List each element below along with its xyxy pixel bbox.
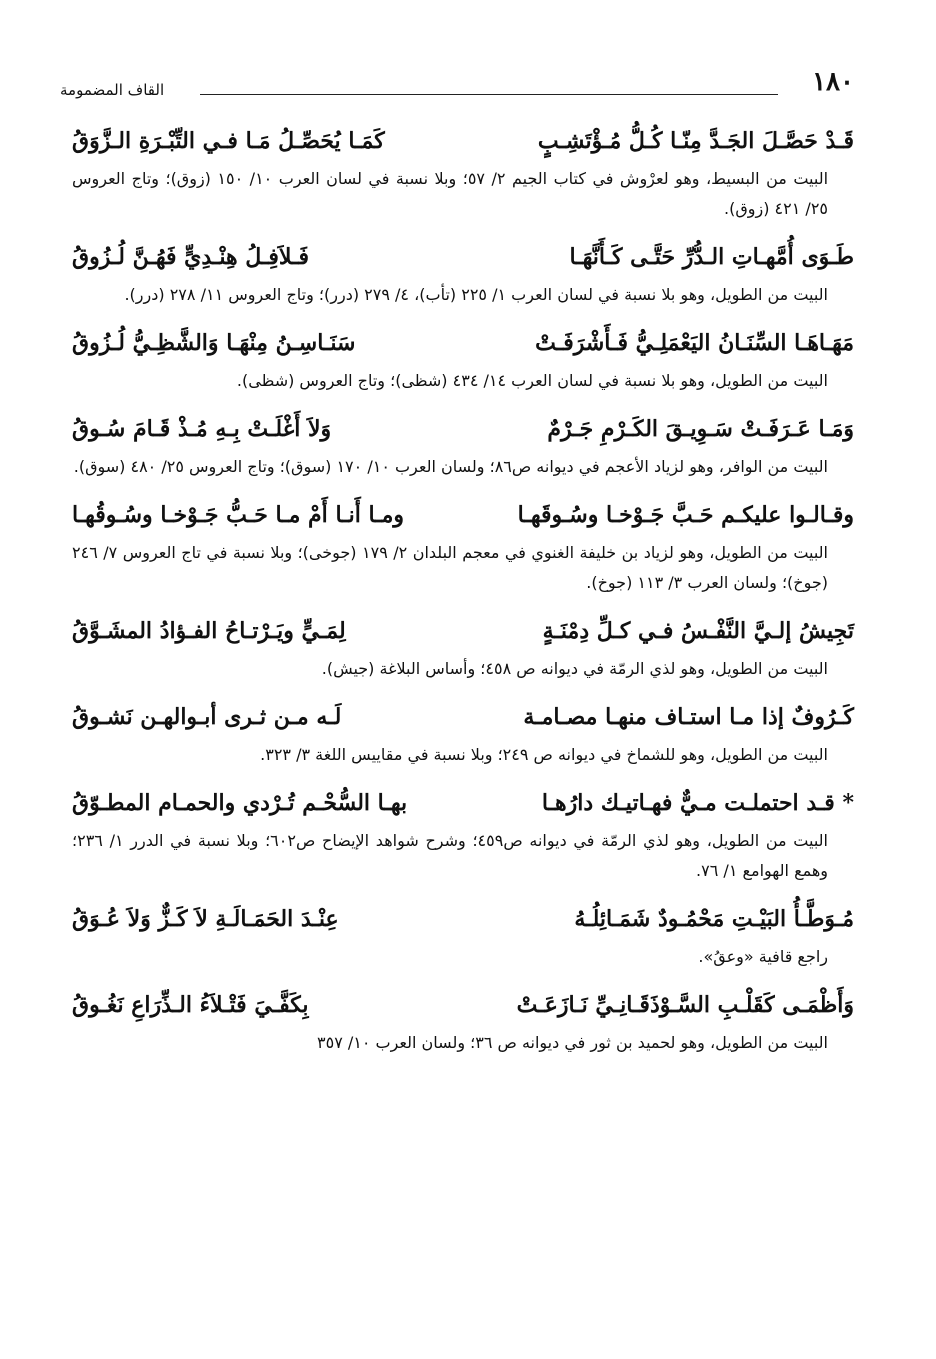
verse-note: راجع قافية «وعقُ». (698, 947, 828, 966)
second-hemistich: عِنْـدَ الحَمَـالَـةِ لاَ كَـزٌّ وَلاَ عُـوَقُ (72, 906, 339, 932)
first-hemistich: طَـوَى أُمَّهـاتِ الـدُّرِّ حَتَّـى كَـأَنَّهَـا (569, 244, 854, 270)
first-hemistich: مَهَـاهَـا السِّنَـانُ اليَعْمَلِـيُّ فَـأَشْرَفَـتْ (535, 330, 854, 356)
verse-entry (72, 896, 854, 972)
verse-line (72, 406, 854, 452)
verse-note: البيت من الطويل، وهو لحميد بن ثور في ديوانه ص ٣٦؛ ولسان العرب ١٠/ ٣٥٧ (317, 1033, 828, 1052)
verse-note: البيت من الطويل، وهو للشماخ في ديوانه ص ٢٤٩؛ وبلا نسبة في مقاييس اللغة ٣/ ٣٢٣. (260, 745, 828, 764)
verse-note: البيت من البسيط، وهو لعرْوش في كتاب الجيم ٢/ ٥٧؛ وبلا نسبة في لسان العرب ١٠/ ١٥٠ (زوق)؛ وتاج العروس ٢٥/ ٤٢١ (زوق). (72, 169, 829, 218)
verse-entry (72, 492, 854, 598)
verse-line (72, 780, 854, 826)
verse-note: البيت من الطويل، وهو بلا نسبة في لسان العرب ١/ ٢٢٥ (تأب)، ٤/ ٢٧٩ (درر)؛ وتاج العروس ١١/ ٢٧٨ (درر). (124, 285, 828, 304)
second-hemistich: بِكَفَّـيَ فَتْـلاَءُ الـذِّرَاعِ نَغُـوقُ (72, 992, 309, 1018)
first-hemistich: تَجِيشُ إلـيَّ النَّفْـسُ فـي كـلِّ دِمْنَـةٍ (542, 618, 854, 644)
verse-note: البيت من الطويل، وهو لذي الرمّة في ديوانه ص ٤٥٨؛ وأساس البلاغة (جيش). (321, 659, 828, 678)
second-hemistich: وَلاَ أَغْلَـتْ بِـهِ مُـذْ قَـامَ سُـوقُ (72, 416, 332, 442)
verse-line (72, 234, 854, 280)
verse-line (72, 320, 854, 366)
verse-entry (72, 780, 854, 886)
second-hemistich: بهـا السُّحْـم تُـرْدي والحمـام المطـوّقُ (72, 790, 408, 816)
first-hemistich: * قـد احتملـت مـيٌّ فهـاتيـك دارُهـا (541, 790, 854, 816)
verse-line (72, 492, 854, 538)
verse-line (72, 694, 854, 740)
first-hemistich: قَـدْ حَصَّـلَ الجَـدَّ مِنّـا كُـلُّ مُـؤْتَشِـبٍ (537, 128, 854, 154)
second-hemistich: ومـا أَنـا أَمْ مـا حَـبُّ جَـوْخـا وسُـوقُهـا (72, 502, 405, 528)
verse-line (72, 896, 854, 942)
first-hemistich: وقـالـوا عليكـم حَـبَّ جَـوْخـا وسُـوقَهـا (517, 502, 854, 528)
running-title: القاف المضمومة (60, 81, 165, 99)
second-hemistich: سَنَـاسِـنُ مِنْهَـا وَالشَّظِـيُّ لُـزُوقُ (72, 330, 356, 356)
verse-note: البيت من الطويل، وهو بلا نسبة في لسان العرب ١٤/ ٤٣٤ (شظى)؛ وتاج العروس (شظى). (236, 371, 828, 390)
verse-note: البيت من الطويل، وهو لزياد بن خليفة الغنوي في معجم البلدان ٢/ ١٧٩ (جوخى)؛ وبلا نسبة في تاج العروس ٧/ ٢٤٦ (جوخ)؛ ولسان العرب ٣/ ١١٣ (جوخ). (72, 543, 829, 592)
verse-line (72, 118, 854, 164)
verse-entries (72, 118, 854, 1068)
verse-entry (72, 608, 854, 684)
verse-line (72, 608, 854, 654)
verse-note: البيت من الطويل، وهو لذي الرمّة في ديوانه ص٤٥٩؛ وشرح شواهد الإيضاح ص٦٠٢؛ وبلا نسبة في الدرر ١/ ٢٣٦؛ وهمع الهوامع ١/ ٧٦. (72, 831, 828, 880)
page-number: ١٨٠ (812, 67, 854, 97)
second-hemistich: لِمَـيٍّ ويَـرْتـاحُ الفـؤادُ المشَـوَّقُ (72, 618, 346, 644)
first-hemistich: وَأَظْمَـى كَقَلْـبِ السَّـوْذَقَـانِـيِّ نَـازَعَـتْ (516, 992, 854, 1018)
page-header (60, 64, 854, 108)
verse-entry (72, 406, 854, 482)
second-hemistich: لَـه مـن ثـرى أبـوالهـن نَشـوقُ (72, 704, 342, 730)
first-hemistich: وَمَـا عَـرَفَـتْ سَـوِيـقَ الكَـرْمِ جَـرْمٌ (547, 416, 854, 442)
verse-entry (72, 982, 854, 1058)
header-rule (200, 94, 778, 95)
verse-entry (72, 118, 854, 224)
verse-entry (72, 234, 854, 310)
verse-entry (72, 694, 854, 770)
second-hemistich: كَمَـا يُحَصِّـلُ مَـا فـي التِّبْـرَةِ الـزَّوَقُ (72, 128, 385, 154)
verse-note: البيت من الوافر، وهو لزياد الأعجم في ديوانه ص٨٦؛ ولسان العرب ١٠/ ١٧٠ (سوق)؛ وتاج العروس ٢٥/ ٤٨٠ (سوق). (73, 457, 828, 476)
verse-line (72, 982, 854, 1028)
first-hemistich: كَـرُوفٌ إذا مـا استـاف منهـا مصـامـة (523, 704, 854, 730)
verse-entry (72, 320, 854, 396)
first-hemistich: مُـوَطَّـأُ البَيْـتِ مَحْمُـودٌ شَمَـائِلُـهُ (574, 906, 854, 932)
second-hemistich: فَـلاَفِـلُ هِنْـدِيٍّ فَهُـنَّ لُـزُوقُ (72, 244, 309, 270)
